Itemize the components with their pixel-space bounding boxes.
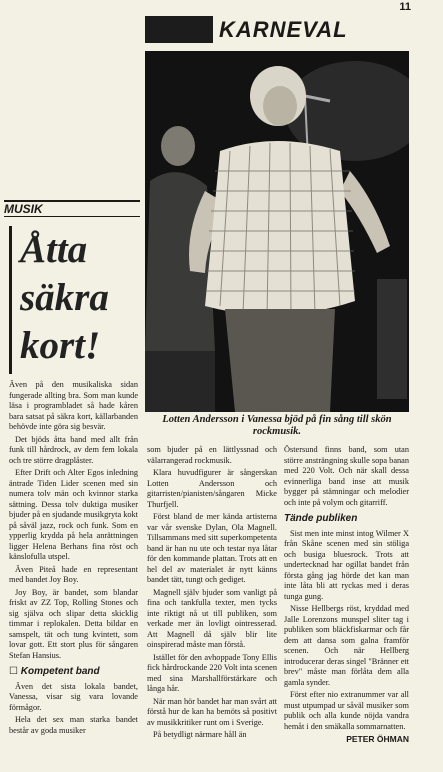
box-bullet-icon: ☐ [9, 666, 18, 677]
paragraph: Först efter nio extranummer var all must utpumpad ur såväl musiker som publik och alla kunde nöjda vandra hemåt i den smäkalla sommarnatten. [284, 690, 409, 731]
paragraph: Även Piteå hade en representant med bandet Joy Boy. [9, 564, 138, 584]
headline-line: kort! [20, 324, 101, 367]
paragraph: Hela det sex man starka bandet består av goda musiker [9, 715, 138, 735]
paragraph: Klara huvudfigurer är sångerskan Lotten Andersson och gitarristen/pianisten/sångaren Micke Thurfjell. [147, 468, 277, 509]
article-column-3 [284, 445, 409, 745]
byline: PETER ÖHMAN [346, 734, 409, 744]
page-number: 11 [399, 1, 411, 13]
paragraph: Magnell själv bjuder som vanligt på fina och tankfulla texter, men tycks inte riktigt nå ut till publiken, som verkade mer än lovligt ointresserad. Att Magnell då själv blir lite oinspirerad måste man förstå. [147, 587, 277, 649]
headline-line: säkra [20, 276, 109, 319]
paragraph: Istället för den avhoppade Tony Ellis fick hårdrockande 220 Volt inta scenen med sina Marshallförstärkare och långa hår. [147, 652, 277, 693]
article-column-2 [147, 445, 277, 743]
paragraph: Sist men inte minst intog Wilmer X från Skåne scenen med sin stöliga och busiga bluesrock. Trots att undertecknad har ogillat bandet från första gång jag hörde det kan man inte låta bli att ryckas med i deras tunga gung. [284, 528, 409, 601]
paragraph: Det bjöds åtta band med allt från funk till hårdrock, av dem fem lokala och tre större dragplåster. [9, 434, 138, 465]
headline [9, 226, 137, 374]
subhead-text: Kompetent band [20, 666, 100, 677]
section-rule-bottom [4, 216, 140, 217]
banner-bar [145, 16, 213, 43]
article-column-1 [9, 380, 138, 738]
section-label: MUSIK [4, 202, 43, 216]
paragraph: Joy Boy, är bandet, som blandar friskt av ZZ Top, Rolling Stones och sig själva och slipar detta skicklig timmar i replokalen. Detta bildar en samspelt, tät och tung kvintett, som lovar gott. Ett stort plus för sångaren Stefan Hansius. [9, 587, 138, 660]
paragraph: När man hör bandet har man svårt att förstå hur de kan ha bemöts så positivt av musikkritiker runt om i Sverige. [147, 696, 277, 727]
headline-line: Åtta [20, 228, 88, 271]
paragraph: Östersund finns band, som utan större ansträngning skulle sopa banan med 220 Volt. Och när skall dessa evinnerliga band inse att musik bygger på stämningar och melodier och inte på volym och gitarriff. [284, 445, 409, 507]
paragraph: Även på den musikaliska sidan fungerade allting bra. Som man kunde läsa i programbladet så hade kåren bara satsat på säkra kort, källarbanden behövde inte göra sig besvär. [9, 380, 138, 431]
paragraph: Även det sista lokala bandet, Vanessa, visar sig vara lovande förmågor. [9, 681, 138, 712]
paragraph: Först bland de mer kända artisterna var vår svenske Dylan, Ola Magnell. Tillsammans med sitt superkompetenta band är han nu ute och testar nya låtar för den kommande plattan. Trots att en hel del av materialet är nytt känns bandet tätt, tungt och gediget. [147, 512, 277, 584]
paragraph: som bjuder på en lättlyssnad och välarrangerad rockmusik. [147, 445, 277, 465]
section-banner-title: KARNEVAL [213, 16, 407, 43]
paragraph: På betydligt närmare håll än [153, 730, 247, 739]
concert-photo [145, 51, 409, 412]
paragraph: Nisse Hellbergs röst, kryddad med Jalle Lorenzons munspel sliter tag i publiken som bläckfiskarmar och får dem att dansa som galna framför scenen. Och när Hellberg introducerar deras singel "Bränner ett brev" måste man förlåta dem alla gamla synder. [284, 604, 409, 687]
subhead-kompetent-band [9, 667, 138, 678]
concert-photo-graphic [145, 51, 409, 412]
paragraph: Efter Drift och Alter Egos inledning äntrade Tiden Lider scenen med sin numera tolv män och kvinnor starka sättning. Dessa tolv duktiga musiker bjuder på en sjudande musikgryta kokt på såväl jazz, rock och funk. Som en ypperlig krydda på hela anrättningen ligger Helena Berhans fina röst och känslofulla utspel. [9, 468, 138, 561]
subhead-tande-publiken: Tände publiken [284, 513, 358, 524]
photo-caption: Lotten Andersson i Vanessa bjöd på fin sång till skön rockmusik. [162, 414, 392, 437]
section-banner [145, 16, 407, 43]
